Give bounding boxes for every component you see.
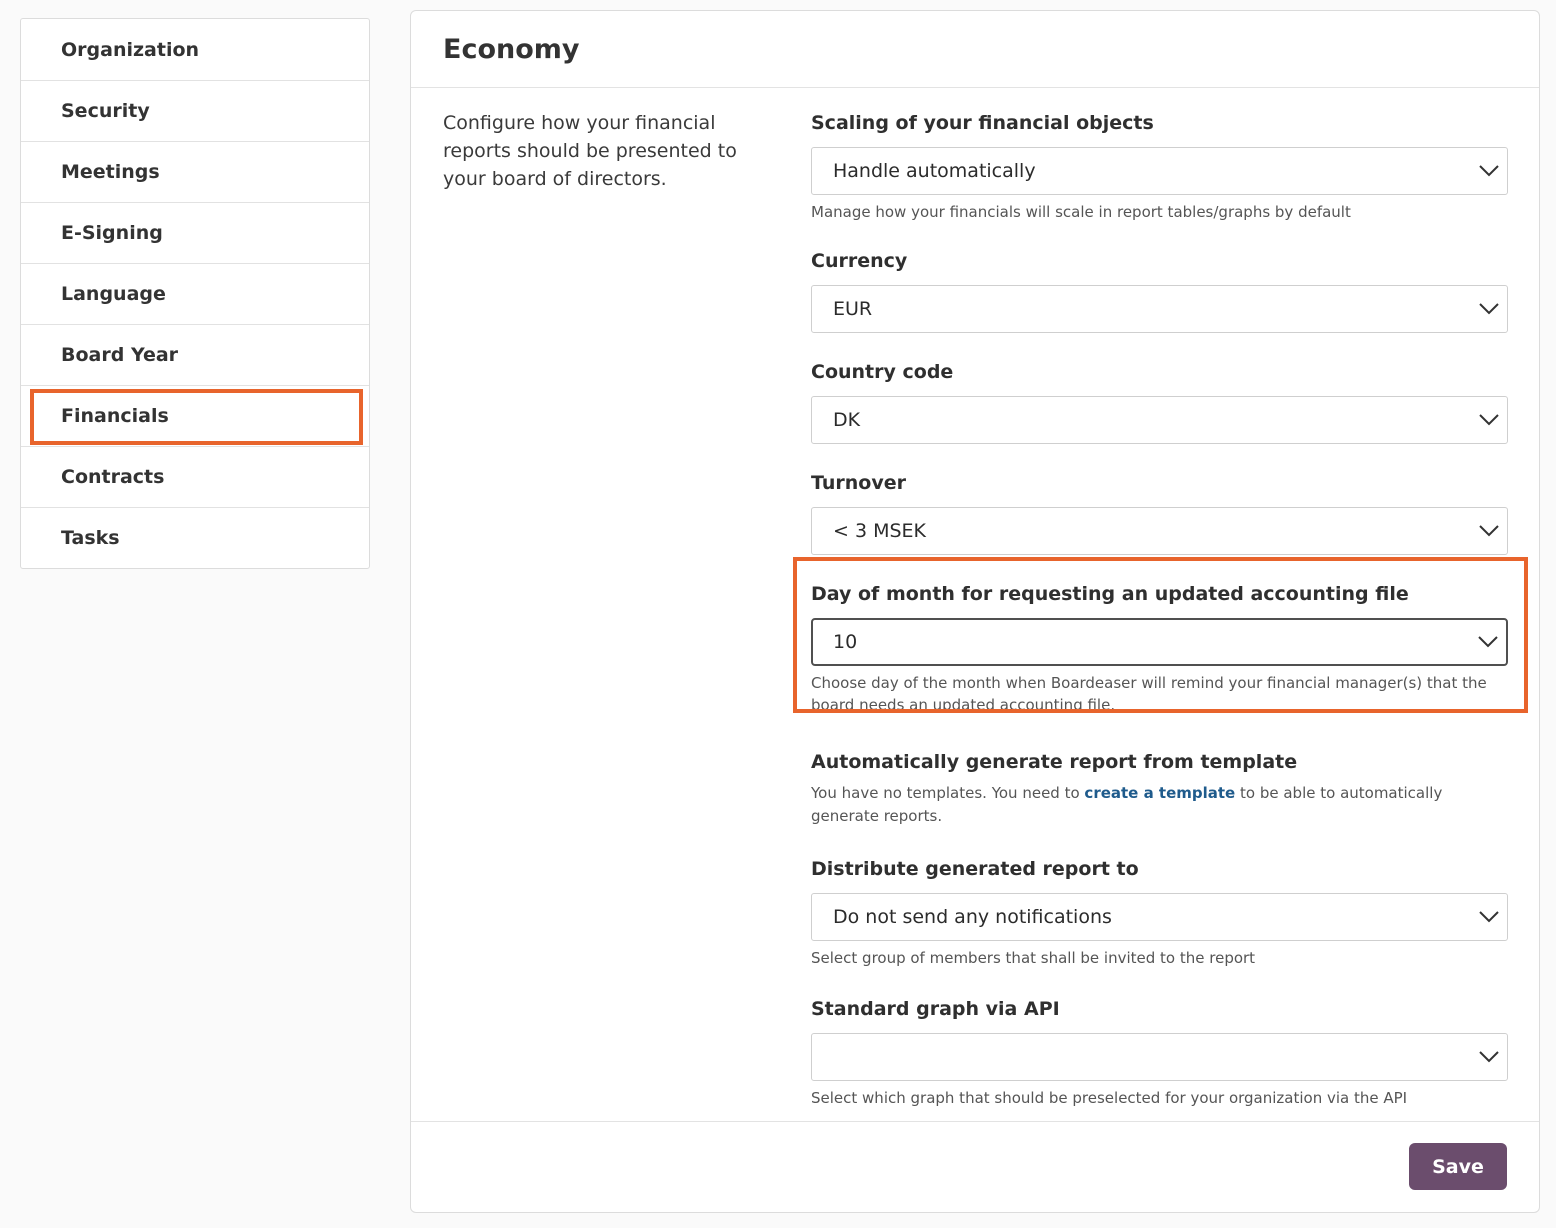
turnover-label: Turnover — [811, 472, 906, 494]
standard-graph-help: Select which graph that should be preselected for your organization via the API — [811, 1089, 1408, 1107]
turnover-value: < 3 MSEK — [833, 520, 927, 542]
sidebar-item-board-year[interactable]: Board Year — [21, 324, 369, 385]
currency-label: Currency — [811, 250, 908, 272]
day-of-month-label: Day of month for requesting an updated accounting file — [811, 583, 1409, 605]
save-button[interactable]: Save — [1409, 1143, 1507, 1190]
day-of-month-group — [811, 580, 1508, 716]
sidebar-item-language[interactable]: Language — [21, 263, 369, 324]
standard-graph-label: Standard graph via API — [811, 998, 1060, 1020]
currency-select[interactable] — [811, 285, 1508, 333]
scaling-select[interactable] — [811, 147, 1508, 195]
country-code-label: Country code — [811, 361, 954, 383]
sidebar-item-contracts[interactable]: Contracts — [21, 446, 369, 507]
create-template-link[interactable]: create a template — [1084, 784, 1236, 802]
scaling-help: Manage how your financials will scale in report tables/graphs by default — [811, 203, 1351, 221]
economy-form — [811, 109, 1508, 1133]
country-code-group — [811, 358, 1508, 444]
country-code-value: DK — [833, 409, 861, 431]
sidebar-item-security[interactable]: Security — [21, 80, 369, 141]
auto-report-help — [811, 782, 1508, 828]
section-description: Configure how your financial reports should be presented to your board of directors. — [443, 112, 737, 190]
chevron-down-icon — [1479, 414, 1499, 426]
sidebar-item-tasks[interactable]: Tasks — [21, 507, 369, 568]
currency-value: EUR — [833, 298, 873, 320]
chevron-down-icon — [1479, 525, 1499, 537]
turnover-select[interactable] — [811, 507, 1508, 555]
page-title: Economy — [443, 33, 580, 65]
country-code-select[interactable] — [811, 396, 1508, 444]
distribute-select[interactable] — [811, 893, 1508, 941]
chevron-down-icon — [1479, 165, 1499, 177]
scaling-value: Handle automatically — [833, 160, 1036, 182]
auto-report-group — [811, 748, 1508, 828]
standard-graph-select[interactable] — [811, 1033, 1508, 1081]
card-footer — [411, 1121, 1539, 1212]
auto-report-help-before: You have no templates. You need to — [811, 784, 1085, 802]
settings-sidebar — [20, 18, 370, 569]
chevron-down-icon — [1478, 636, 1498, 648]
day-of-month-help: Choose day of the month when Boardeaser will remind your financial manager(s) that the board needs an updated accounting file. — [811, 674, 1487, 714]
sidebar-item-meetings[interactable]: Meetings — [21, 141, 369, 202]
currency-group — [811, 247, 1508, 333]
sidebar-item-organization[interactable]: Organization — [61, 38, 200, 61]
sidebar-item-financials[interactable]: Financials — [21, 385, 369, 446]
distribute-label: Distribute generated report to — [811, 858, 1139, 880]
card-header — [411, 11, 1539, 88]
scaling-group — [811, 109, 1508, 223]
day-of-month-value: 10 — [833, 631, 858, 653]
chevron-down-icon — [1479, 911, 1499, 923]
scaling-label: Scaling of your financial objects — [811, 112, 1154, 134]
economy-settings-card — [410, 10, 1540, 1213]
sidebar-item-e-signing[interactable]: E-Signing — [21, 202, 369, 263]
auto-report-help-after: to be able to automatically generate reports. — [811, 784, 1443, 825]
distribute-group — [811, 855, 1508, 969]
standard-graph-group — [811, 995, 1508, 1109]
distribute-help: Select group of members that shall be invited to the report — [811, 949, 1256, 967]
auto-report-label: Automatically generate report from template — [811, 751, 1298, 773]
day-of-month-select[interactable] — [811, 618, 1508, 666]
chevron-down-icon — [1479, 1051, 1499, 1063]
chevron-down-icon — [1479, 303, 1499, 315]
turnover-group — [811, 469, 1508, 555]
distribute-value: Do not send any notifications — [833, 906, 1112, 928]
